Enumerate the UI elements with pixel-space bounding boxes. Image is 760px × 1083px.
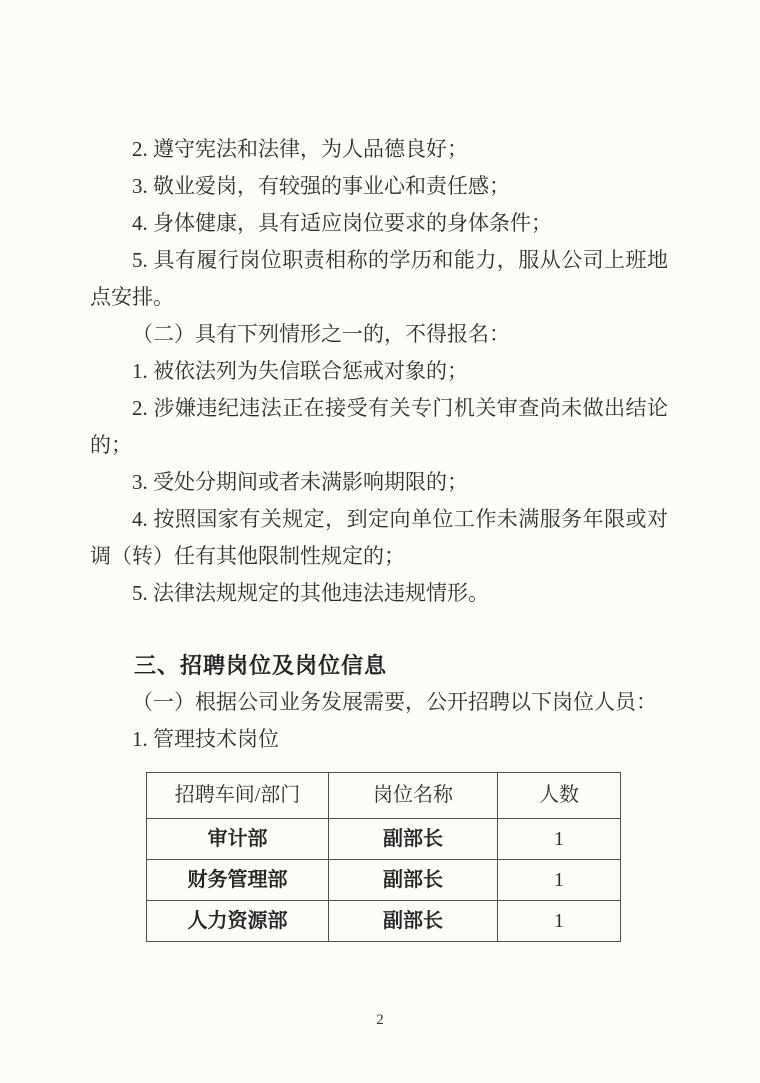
paragraph: 5. 具有履行岗位职责相称的学历和能力，服从公司上班地点安排。 xyxy=(90,248,668,309)
cell-position: 副部长 xyxy=(329,860,498,901)
col-header-position: 岗位名称 xyxy=(329,773,498,819)
paragraph: 4. 身体健康，具有适应岗位要求的身体条件； xyxy=(132,211,552,235)
cell-position: 副部长 xyxy=(329,819,498,860)
paragraph: 2. 涉嫌违纪违法正在接受有关专门机关审查尚未做出结论的； xyxy=(90,396,668,457)
paragraph: （二）具有下列情形之一的，不得报名： xyxy=(132,322,510,346)
paragraph: 3. 敬业爱岗，有较强的事业心和责任感； xyxy=(132,174,510,198)
page-number: 2 xyxy=(376,1012,384,1028)
cell-count: 1 xyxy=(498,819,621,860)
paragraph: 2. 遵守宪法和法律，为人品德良好； xyxy=(132,137,468,161)
col-header-department: 招聘车间/部门 xyxy=(147,773,329,819)
col-header-count: 人数 xyxy=(498,773,621,819)
section-intro: （一）根据公司业务发展需要，公开招聘以下岗位人员： xyxy=(132,690,657,714)
table-row xyxy=(147,860,621,901)
cell-count: 1 xyxy=(498,901,621,942)
cell-position: 副部长 xyxy=(329,901,498,942)
recruitment-table xyxy=(146,772,621,942)
table-row xyxy=(147,901,621,942)
paragraph: 4. 按照国家有关规定，到定向单位工作未满服务年限或对调（转）任有其他限制性规定的； xyxy=(90,507,668,568)
table-caption: 1. 管理技术岗位 xyxy=(132,727,279,751)
table-row xyxy=(147,819,621,860)
cell-count: 1 xyxy=(498,860,621,901)
cell-department: 审计部 xyxy=(147,819,329,860)
paragraph: 5. 法律法规规定的其他违法违规情形。 xyxy=(132,581,489,605)
document-body xyxy=(90,131,668,942)
table-header-row xyxy=(147,773,621,819)
paragraph: 3. 受处分期间或者未满影响期限的； xyxy=(132,470,468,494)
cell-department: 财务管理部 xyxy=(147,860,329,901)
section-heading: 三、招聘岗位及岗位信息 xyxy=(134,653,388,678)
paragraph: 1. 被依法列为失信联合惩戒对象的； xyxy=(132,359,468,383)
cell-department: 人力资源部 xyxy=(147,901,329,942)
